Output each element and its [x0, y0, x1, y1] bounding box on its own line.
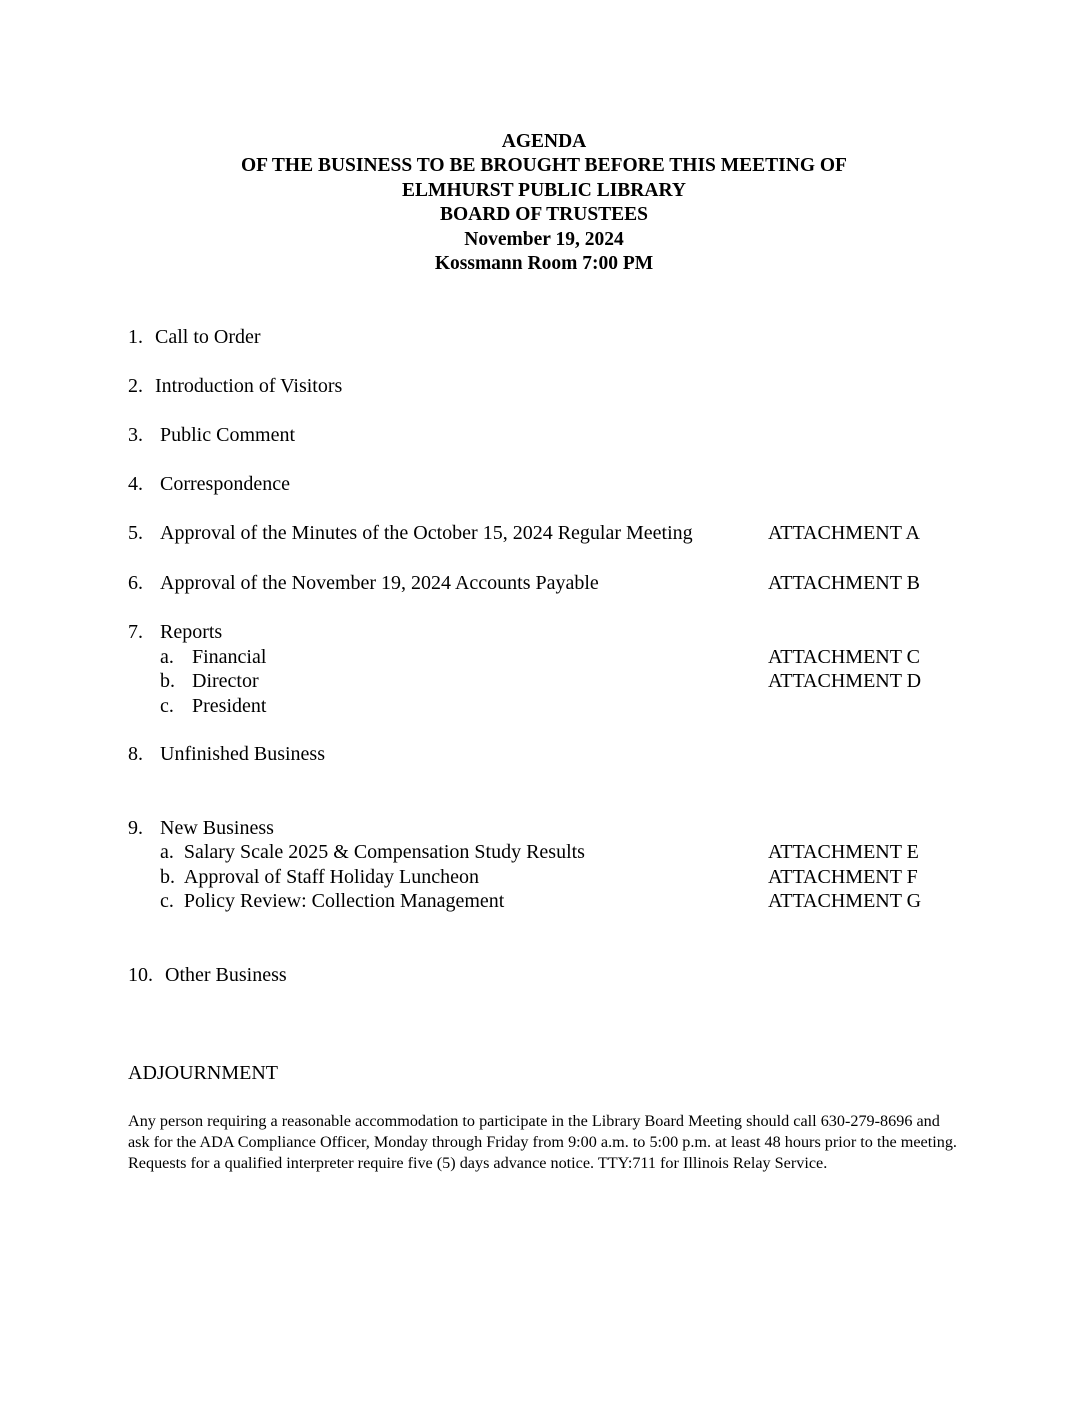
meeting-date: November 19, 2024 — [464, 228, 624, 250]
attachment-f-label: ATTACHMENT F — [768, 866, 918, 888]
subitem-letter: a. — [160, 646, 174, 668]
subitem-text: Financial — [192, 646, 267, 668]
item-text: Reports — [160, 621, 223, 643]
agenda-item-1 — [128, 325, 261, 349]
item-number: 2. — [128, 375, 143, 397]
subitem-text: President — [192, 695, 267, 717]
agenda-header — [0, 130, 1088, 276]
item-number: 8. — [128, 743, 143, 765]
adjournment-heading: ADJOURNMENT — [128, 1062, 278, 1084]
item-number: 6. — [128, 572, 143, 594]
item-number: 9. — [128, 817, 143, 839]
item-number: 7. — [128, 621, 143, 643]
attachment-a-label: ATTACHMENT A — [768, 522, 920, 544]
agenda-subitem-9a: a. Salary Scale 2025 & Compensation Study Results — [160, 841, 585, 863]
subitem-text: Director — [192, 670, 259, 692]
attachment-d-label: ATTACHMENT D — [768, 670, 922, 692]
agenda-title: AGENDA — [501, 131, 587, 152]
item-number: 5. — [128, 522, 143, 544]
subitem-letter: b. — [160, 670, 175, 692]
agenda-item-7 — [128, 620, 223, 644]
attachment-e-label: ATTACHMENT E — [768, 841, 919, 863]
agenda-subitem-7a — [160, 645, 267, 669]
item-text: Public Comment — [160, 424, 295, 446]
item-text: Other Business — [165, 964, 287, 986]
item-text: Correspondence — [160, 473, 290, 495]
item-text: New Business — [160, 817, 274, 839]
agenda-item-8 — [128, 742, 325, 766]
agenda-subitem-7b — [160, 669, 259, 693]
item-text: Call to Order — [155, 326, 261, 348]
agenda-subitem-9c: c. Policy Review: Collection Management — [160, 890, 505, 912]
item-text: Approval of the Minutes of the October 15, 2024 Regular Meeting — [160, 522, 693, 544]
attachment-c-label: ATTACHMENT C — [768, 646, 920, 668]
accessibility-notice: Any person requiring a reasonable accommodation to participate in the Library Board Meeting should call 630-279-8696 and ask for the ADA Compliance Officer, Monday through Friday from 9:00 a.m. to 5:00 p.m. at least 48 hours prior to the meeting. Requests for a qualified interpreter require five (5) days advance notice. TTY:711 for Illinois Relay Service. — [128, 1112, 957, 1172]
agenda-subitem-7c — [160, 694, 267, 718]
agenda-item-2 — [128, 374, 343, 398]
organization-name: ELMHURST PUBLIC LIBRARY — [402, 179, 686, 201]
attachment-b-label: ATTACHMENT B — [768, 572, 920, 594]
item-text: Unfinished Business — [160, 743, 325, 765]
agenda-item-9 — [128, 816, 274, 840]
agenda-item-10 — [128, 963, 287, 987]
item-number: 4. — [128, 473, 143, 495]
item-number: 1. — [128, 326, 143, 348]
agenda-item-5 — [128, 521, 693, 545]
board-name: BOARD OF TRUSTEES — [439, 204, 649, 226]
agenda-item-6 — [128, 571, 599, 595]
meeting-location-time: Kossmann Room 7:00 PM — [434, 253, 654, 275]
attachment-g-label: ATTACHMENT G — [768, 890, 922, 912]
item-text: Introduction of Visitors — [155, 375, 343, 397]
agenda-subtitle: OF THE BUSINESS TO BE BROUGHT BEFORE THIS MEETING OF — [241, 155, 847, 177]
item-number: 10. — [128, 964, 153, 986]
subitem-letter: c. — [160, 695, 174, 717]
agenda-item-4 — [128, 472, 290, 496]
agenda-subitem-9b: b. Approval of Staff Holiday Luncheon — [160, 866, 480, 888]
item-number: 3. — [128, 424, 143, 446]
agenda-item-3 — [128, 423, 295, 447]
item-text: Approval of the November 19, 2024 Accounts Payable — [160, 572, 599, 594]
